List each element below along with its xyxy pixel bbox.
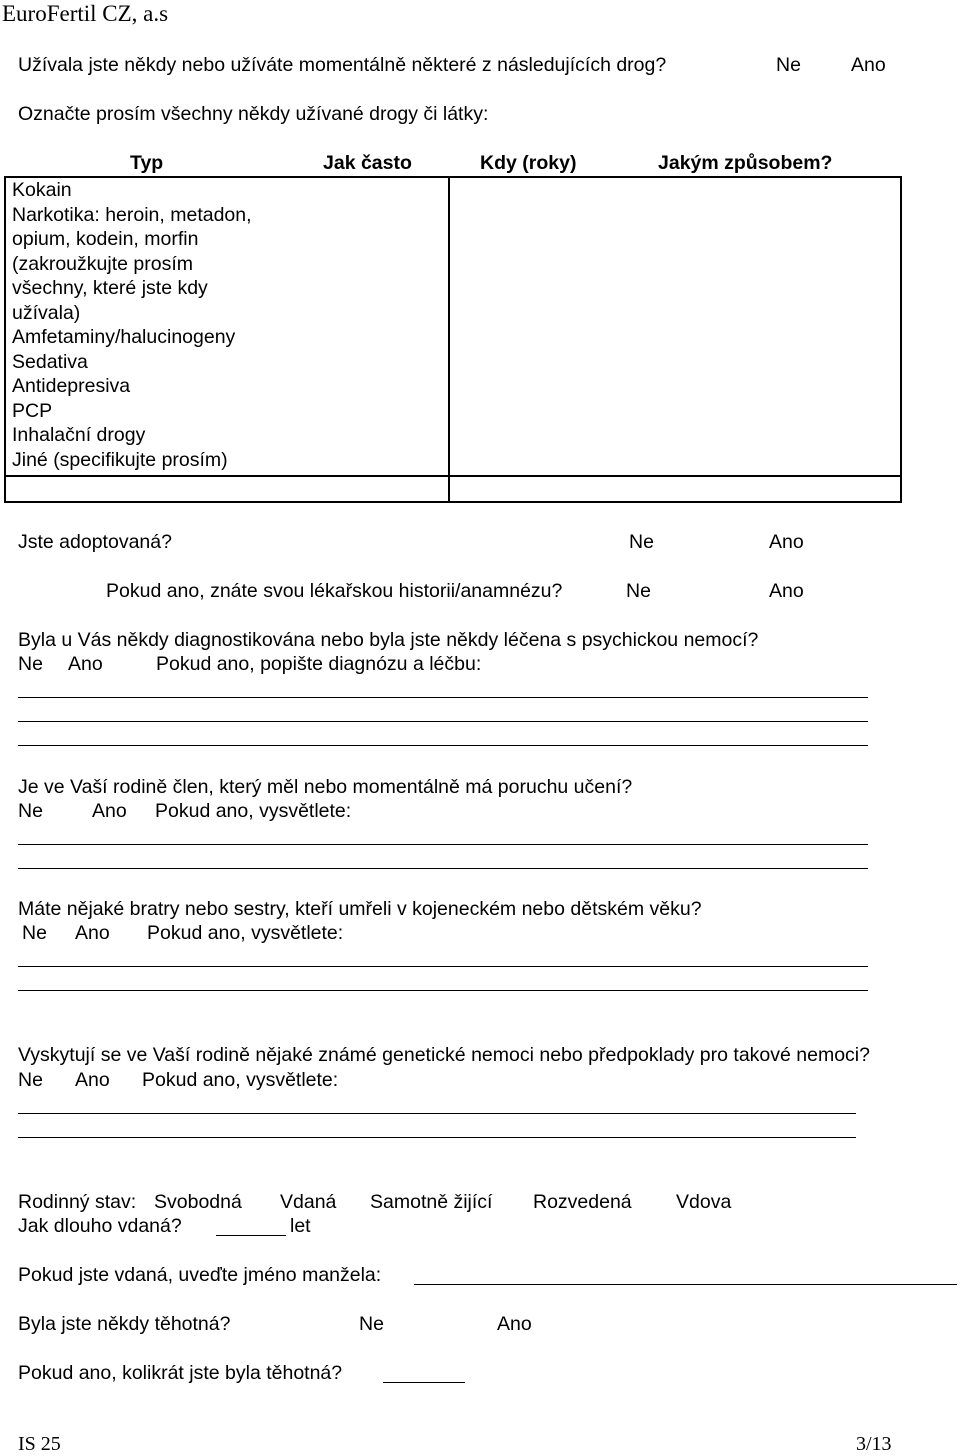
drug-details-cell[interactable] xyxy=(449,177,901,476)
siblings-yes-option[interactable]: Ano xyxy=(75,922,110,944)
married-duration-unit: let xyxy=(290,1215,311,1237)
pregnant-no-option[interactable]: Ne xyxy=(359,1313,384,1335)
adopted-yes-option[interactable]: Ano xyxy=(769,531,804,553)
answer-line[interactable] xyxy=(18,868,868,869)
drugs-no-option[interactable]: Ne xyxy=(776,54,801,76)
genetic-followup: Pokud ano, vysvětlete: xyxy=(142,1069,339,1091)
drug-item: Amfetaminy/halucinogeny xyxy=(12,326,236,348)
pregnancy-count-field[interactable] xyxy=(383,1382,465,1383)
drugs-yes-option[interactable]: Ano xyxy=(851,54,886,76)
learning-no-option[interactable]: Ne xyxy=(18,800,43,822)
marital-option-samotne-zijici[interactable]: Samotně žijící xyxy=(370,1191,493,1213)
drug-type-cell xyxy=(5,177,449,476)
drug-item: opium, kodein, morfin xyxy=(12,228,199,250)
drug-item: Narkotika: heroin, metadon, xyxy=(12,203,252,226)
question-siblings: Máte nějaké bratry nebo sestry, kteří umřeli v kojeneckém nebo dětském věku? xyxy=(18,898,702,920)
adopted-no-option[interactable]: Ne xyxy=(629,531,654,553)
drug-item: Antidepresiva xyxy=(12,375,131,397)
answer-line[interactable] xyxy=(18,1113,856,1114)
blank-cell[interactable] xyxy=(5,476,449,502)
answer-line[interactable] xyxy=(18,990,868,991)
answer-line[interactable] xyxy=(18,697,868,698)
psych-no-option[interactable]: Ne xyxy=(18,653,43,675)
married-duration-field[interactable] xyxy=(216,1235,286,1236)
question-genetic: Vyskytují se ve Vaší rodině nějaké známé genetické nemoci nebo předpoklady pro takové nemoci? xyxy=(18,1044,870,1066)
drug-item: Jiné (specifikujte prosím) xyxy=(12,448,228,471)
company-header: EuroFertil CZ, a.s xyxy=(2,1,169,26)
drug-item: (zakroužkujte prosím xyxy=(12,252,193,275)
answer-line[interactable] xyxy=(18,745,868,746)
psych-followup: Pokud ano, popište diagnózu a léčbu: xyxy=(156,653,482,675)
marital-option-svobodna[interactable]: Svobodná xyxy=(154,1191,242,1213)
learning-followup: Pokud ano, vysvětlete: xyxy=(155,800,352,822)
drug-table xyxy=(4,150,902,503)
genetic-no-option[interactable]: Ne xyxy=(18,1069,43,1091)
pregnant-yes-option[interactable]: Ano xyxy=(497,1313,532,1335)
header-jak-casto: Jak často xyxy=(323,152,412,174)
husband-name-label: Pokud jste vdaná, uveďte jméno manžela: xyxy=(18,1264,382,1286)
mark-all-instruction: Označte prosím všechny někdy užívané drogy či látky: xyxy=(18,103,489,125)
psych-yes-option[interactable]: Ano xyxy=(68,653,103,675)
question-learning-disorder: Je ve Vaší rodině člen, který měl nebo momentálně má poruchu učení? xyxy=(18,776,633,798)
drug-item: Kokain xyxy=(12,179,72,201)
husband-name-field[interactable] xyxy=(414,1284,957,1285)
footer-page-number: 3/13 xyxy=(856,1433,892,1455)
blank-cell[interactable] xyxy=(449,476,901,502)
drug-item: všechny, které jste kdy xyxy=(12,277,208,299)
table-row xyxy=(5,476,901,502)
question-adopted: Jste adoptovaná? xyxy=(18,531,172,553)
marital-option-vdova[interactable]: Vdova xyxy=(676,1191,732,1213)
header-typ: Typ xyxy=(130,152,164,174)
drug-item: Sedativa xyxy=(12,350,88,373)
genetic-yes-option[interactable]: Ano xyxy=(75,1069,110,1091)
drug-item: užívala) xyxy=(12,301,81,324)
marital-option-rozvedena[interactable]: Rozvedená xyxy=(533,1191,632,1213)
history-yes-option[interactable]: Ano xyxy=(769,580,804,602)
answer-line[interactable] xyxy=(18,966,868,967)
marital-status-label: Rodinný stav: xyxy=(18,1191,137,1213)
drug-item: PCP xyxy=(12,399,53,422)
question-medical-history: Pokud ano, znáte svou lékařskou historii/anamnézu? xyxy=(106,580,563,602)
question-drugs: Užívala jste někdy nebo užíváte momentálně některé z následujících drog? xyxy=(18,54,667,76)
answer-line[interactable] xyxy=(18,721,868,722)
table-header xyxy=(5,150,901,177)
answer-line[interactable] xyxy=(18,1137,856,1138)
siblings-no-option[interactable]: Ne xyxy=(22,922,47,944)
question-pregnant: Byla jste někdy těhotná? xyxy=(18,1313,231,1335)
header-kdy: Kdy (roky) xyxy=(480,152,577,174)
footer-form-code: IS 25 xyxy=(18,1433,61,1455)
table-row xyxy=(5,177,901,476)
siblings-followup: Pokud ano, vysvětlete: xyxy=(147,922,344,944)
header-jakym-zpusobem: Jakým způsobem? xyxy=(658,152,833,174)
learning-yes-option[interactable]: Ano xyxy=(92,800,127,822)
marital-option-vdana[interactable]: Vdaná xyxy=(280,1191,337,1213)
table-header-row xyxy=(5,150,901,177)
drug-item: Inhalační drogy xyxy=(12,424,146,446)
history-no-option[interactable]: Ne xyxy=(626,580,651,602)
question-pregnancy-count: Pokud ano, kolikrát jste byla těhotná? xyxy=(18,1362,343,1384)
answer-line[interactable] xyxy=(18,844,868,845)
married-duration-label: Jak dlouho vdaná? xyxy=(18,1215,182,1237)
question-psychiatric: Byla u Vás někdy diagnostikována nebo byla jste někdy léčena s psychickou nemocí? xyxy=(18,629,759,651)
